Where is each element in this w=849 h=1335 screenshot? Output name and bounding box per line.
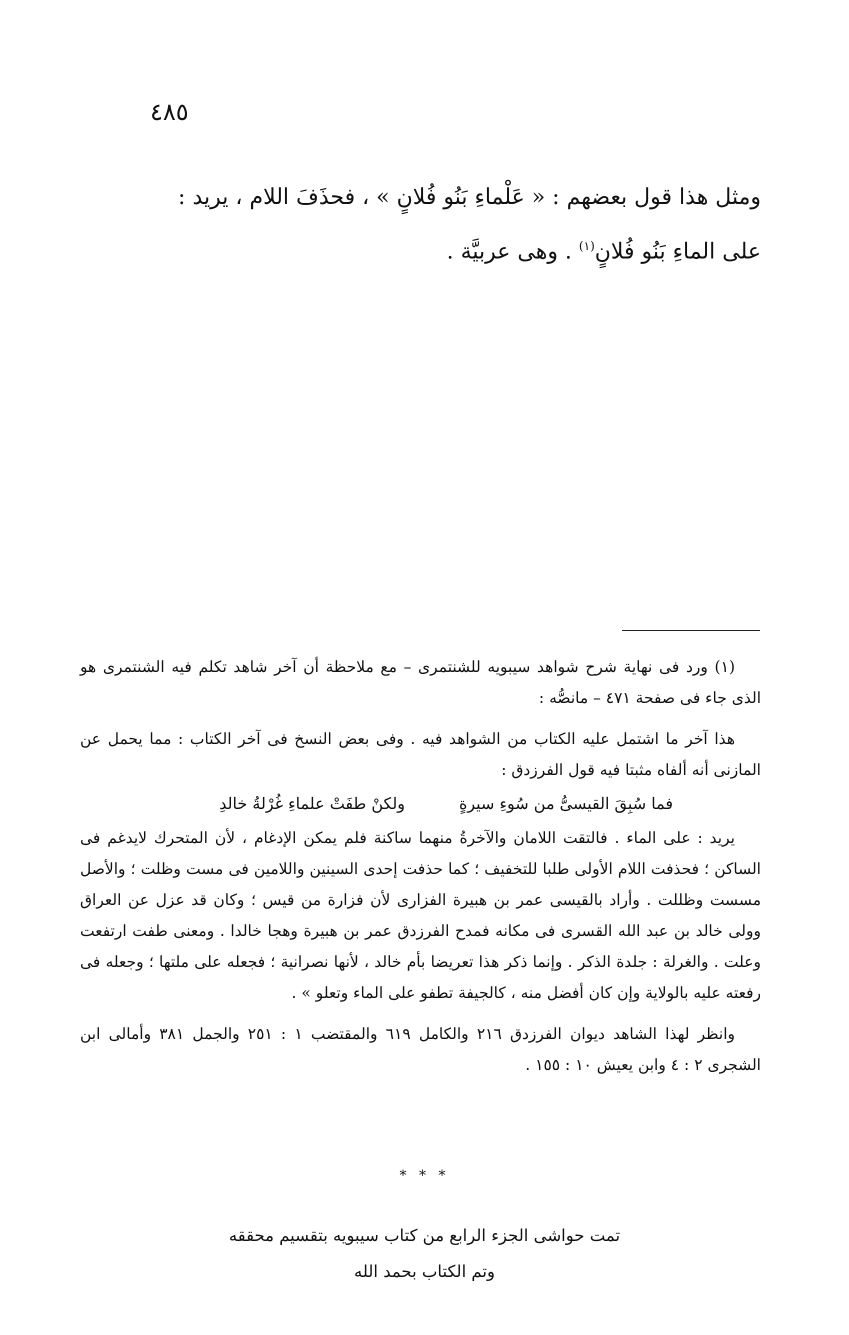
- main-text: [80, 174, 761, 276]
- colophon-line-1: تمت حواشى الجزء الرابع من كتاب سيبويه بتقسيم محققه: [228, 1226, 621, 1245]
- footnote-1-quote: هذا آخر ما اشتمل عليه الكتاب من الشواهد فيه . وفى بعض النسخ فى آخر الكتاب : مما يحمل عن المازنى أنه ألفاه مثبتا فيه قول الفرزدق :: [80, 730, 761, 779]
- poetry-verse: [80, 788, 761, 819]
- verse-second-hemistich: ولكنْ طفَتْ علماءِ غُرْلةُ خالدِ: [219, 794, 405, 813]
- closing-colophon: [0, 1218, 849, 1290]
- verse-first-hemistich: فما سُبِقَ القيسىُّ من سُوءِ سيرةٍ: [458, 794, 673, 813]
- footnote-reference: (١): [578, 239, 595, 253]
- section-separator-stars: * * *: [399, 1168, 450, 1184]
- colophon-line-2: وتم الكتاب بحمد الله: [354, 1262, 495, 1281]
- page-number: ٤٨٥: [150, 98, 189, 126]
- main-text-line-2: [80, 222, 761, 276]
- main-text-line-1: ومثل هذا قول بعضهم : « عَلْماءِ بَنُو فُلانٍ » ، فحذَفَ اللام ، يريد :: [178, 185, 761, 210]
- footnote-separator: [622, 630, 760, 631]
- main-text-line-2-start: على الماءِ بَنُو فُلانٍ: [594, 239, 761, 265]
- main-text-line-2-end: . وهى عربيَّة .: [446, 239, 579, 265]
- footnote-1-references: وانظر لهذا الشاهد ديوان الفرزدق ٢١٦ والكامل ٦١٩ والمقتضب ١ : ٢٥١ والجمل ٣٨١ وأمالى ابن الشجرى ٢ : ٤ وابن يعيش ١٠ : ١٥٥ .: [80, 1025, 761, 1074]
- footnotes: [80, 652, 761, 1081]
- footnote-1-explanation: يريد : على الماء . فالتقت اللامان والآخرةُ منهما ساكنة فلم يمكن الإدغام ، لأن المتحرك لايدغم فى الساكن ؛ فحذفت اللام الأولى طلبا للتخفيف ؛ كما حذفت إحدى السينين واللامين فى مست وظلت ؛ والأصل مسست وظللت . وأراد بالقيسى عمر بن هبيرة الفزارى لأن فزارة من قيس ؛ وكان قد عزل عن العراق وولى خالد بن عبد الله القسرى فى مكانه فمدح الفرزدق عمر بن هبيرة وهجا خالدا . ومعنى طفت ارتفعت وعلت . والغرلة : جلدة الذكر . وإنما ذكر هذا تعريضا بأم خالد ، لأنها نصرانية ؛ فجعله على ملتها ؛ وجعله فى رفعته عليه بالولاية وإن كان أفضل منه ، كالجيفة تطفو على الماء وتعلو » .: [80, 829, 761, 1002]
- footnote-1-intro: (١) ورد فى نهاية شرح شواهد سيبويه للشنتمرى – مع ملاحظة أن آخر شاهد تكلم فيه الشنتمرى هو الذى جاء فى صفحة ٤٧١ – مانصُّه :: [80, 658, 761, 707]
